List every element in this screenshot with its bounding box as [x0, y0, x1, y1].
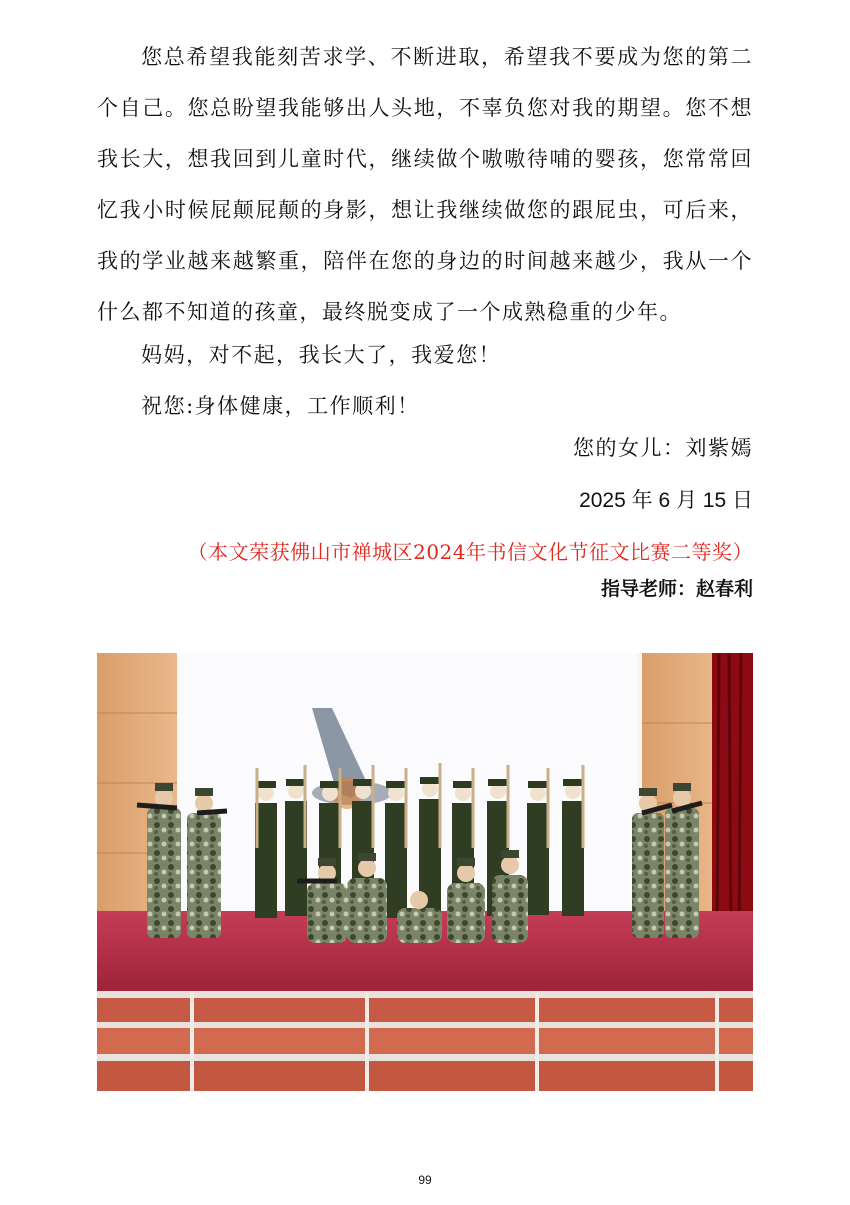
letter-signature: 您的女儿：刘紫嫣: [573, 436, 753, 460]
letter-paragraph-2: 妈妈，对不起，我长大了，我爱您！: [141, 343, 502, 367]
letter-paragraph-3: 祝您:身体健康，工作顺利！: [141, 394, 420, 418]
letter-date: 2025 年 6 月 15 日: [579, 489, 753, 512]
letter-paragraph-1: 您总希望我能刻苦求学、不断进取，希望我不要成为您的第二个自己。您总盼望我能够出人头地，不辜负您对我的期望。您不想我长大，想我回到儿童时代，继续做个嗷嗷待哺的婴孩，您常常回忆我小时候屁颠屁颠的身影，想让我继续做您的跟屁虫，可后来，我的学业越来越繁重，陪伴在您的身边的时间越来越少，我从一个什么都不知道的孩童，最终脱变成了一个成熟稳重的少年。: [97, 45, 753, 324]
page-number: 99: [418, 1173, 432, 1187]
performance-photo: [97, 653, 753, 1091]
award-note: （本文荣获佛山市禅城区2024年书信文化节征文比赛二等奖）: [187, 540, 753, 564]
teacher-line: 指导老师：赵春利: [600, 578, 753, 600]
